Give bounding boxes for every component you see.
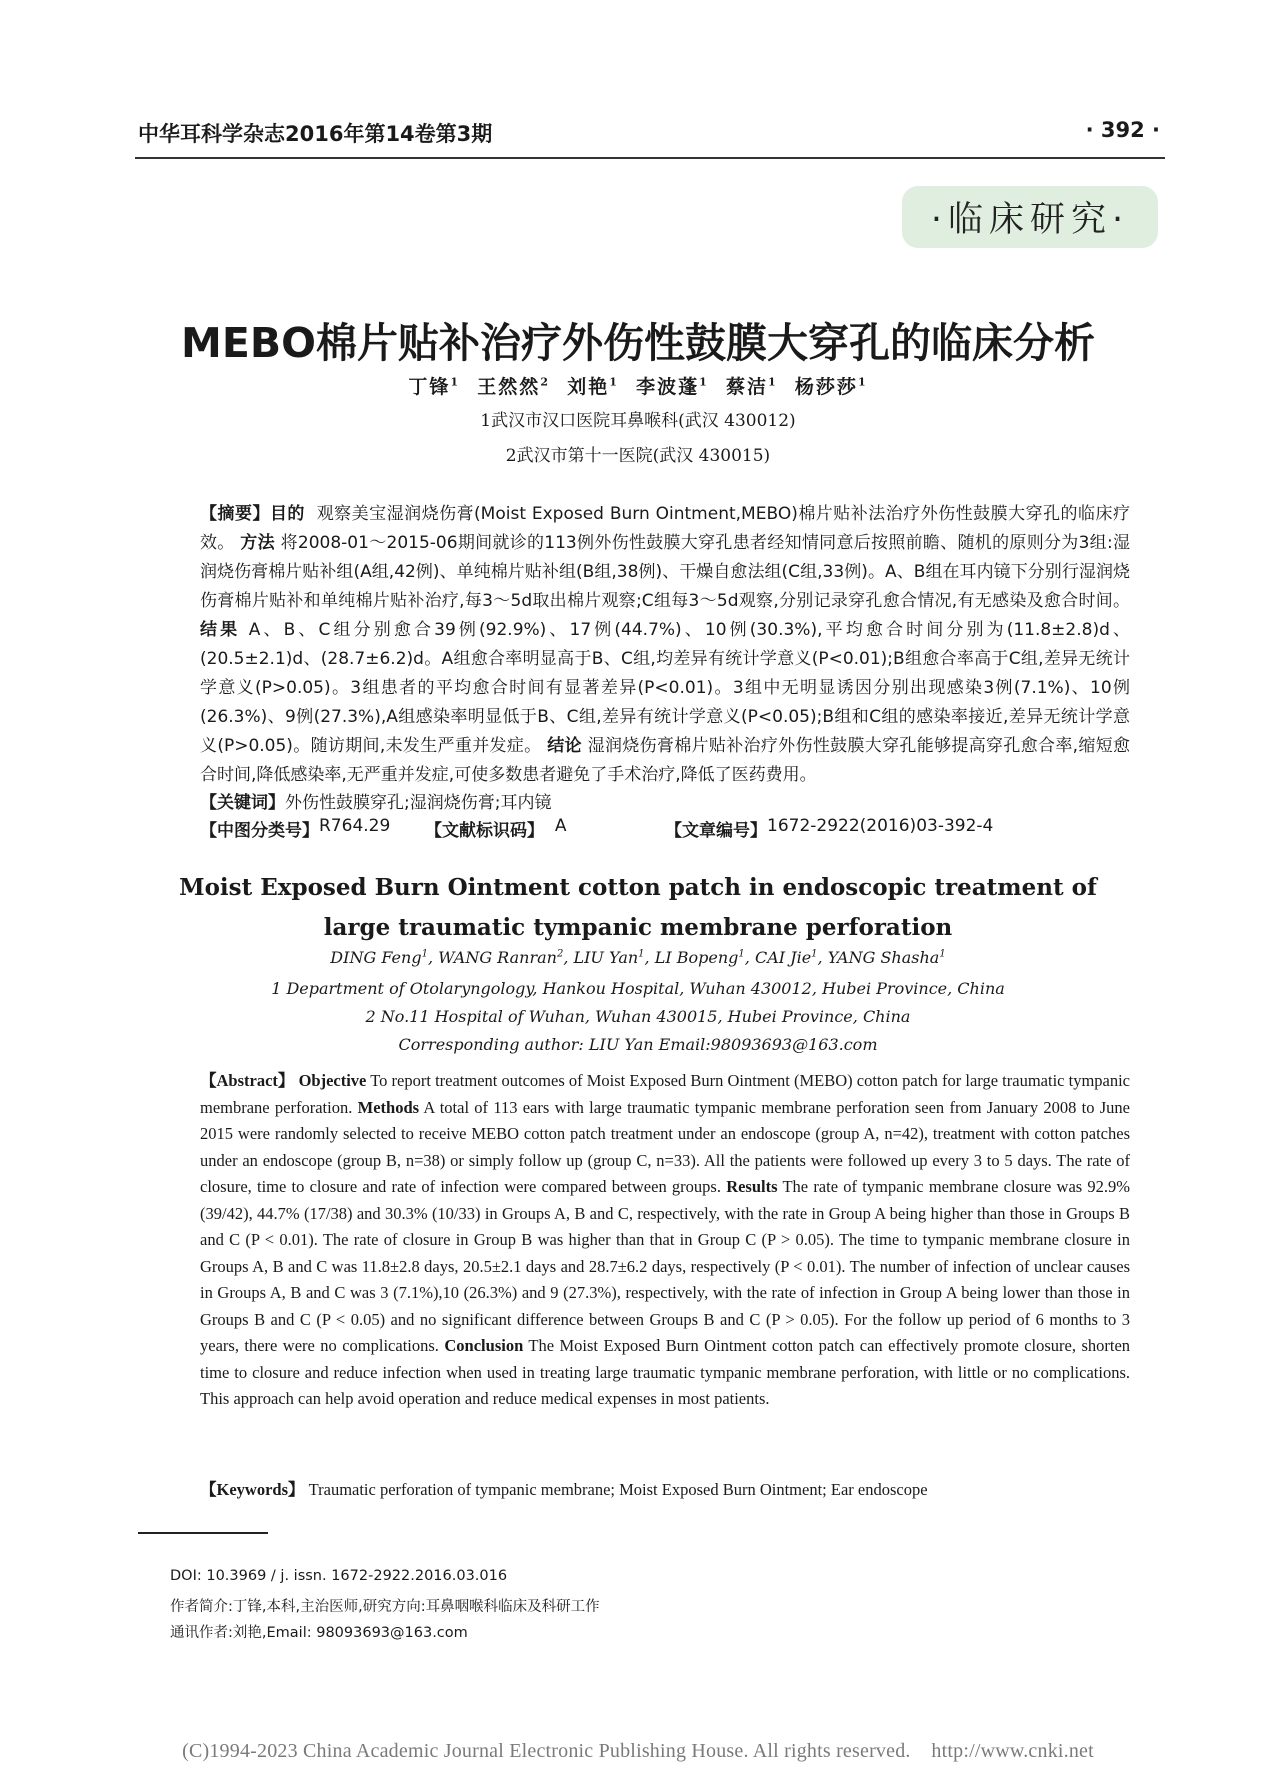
corresponding-footnote: 通讯作者:刘艳,Email: 98093693@163.com [170, 1625, 468, 1641]
author-en: DING Feng$^1$ [330, 948, 428, 967]
author-bio: 作者简介:丁锋,本科,主治医师,研究方向:耳鼻咽喉科临床及科研工作 [170, 1599, 600, 1615]
article-number: 【文章编号】 1672-2922(2016)03-392-4 [665, 816, 994, 841]
author-cn: 王然然$^2$ [477, 375, 550, 398]
footnote-rule [138, 1532, 268, 1534]
keywords-en: 【Keywords】 Traumatic perforation of tympanic membrane; Moist Exposed Burn Ointment; Ear endoscope [200, 1480, 928, 1499]
page-number: · 392 · [1085, 118, 1160, 142]
author-en: LI Bopeng$^1$ [654, 948, 745, 967]
journal-header: 中华耳科学杂志2016年第14卷第3期 [138, 122, 493, 146]
author-cn: 蔡洁$^1$ [726, 375, 778, 398]
title-cn: MEBO棉片贴补治疗外伤性鼓膜大穿孔的临床分析 [181, 319, 1095, 367]
doc-code: 【文献标识码】 A [425, 816, 567, 841]
header-rule [135, 157, 1165, 159]
author-en: CAI Jie$^1$ [754, 948, 818, 967]
author-en: WANG Ranran$^2$ [438, 948, 564, 967]
author-cn: 刘艳$^1$ [567, 375, 619, 398]
copyright-notice: (C)1994-2023 China Academic Journal Electronic Publishing House. All rights reserved. http://www.cnki.net [182, 1740, 1094, 1762]
keywords-cn: 【关键词】外伤性鼓膜穿孔;湿润烧伤膏;耳内镜 [200, 793, 552, 813]
doi: DOI: 10.3969 / j. issn. 1672-2922.2016.03.016 [170, 1568, 508, 1584]
author-cn: 丁锋$^1$ [408, 375, 461, 398]
abstract-en: 【Abstract】 Objective To report treatment outcomes of Moist Exposed Burn Ointment (MEBO) cotton patch for large traumatic tympanic membrane perforation. Methods A total of 113 ears with large traumatic tympanic membrane perforation seen from January 2008 to June 2015 were randomly selected to receive MEBO cotton patch treatment under an endoscope (group A, n=42), treatment with cotton patches under an endoscope (group B, n=38) or simply follow up (group C, n=33). All the patients were followed up every 3 to 5 days. The rate of closure, time to closure and rate of infection were compared between groups. Results The rate of tympanic membrane closure was 92.9% (39/42), 44.7% (17/38) and 30.3% (10/33) in Groups A, B and C, respectively, with the rate in Group A being higher than those in Groups B and C (P < 0.01). The rate of closure in Group B was higher than that in Group C (P > 0.05). The time to tympanic membrane closure in Groups A, B and C was 11.8±2.8 days, 20.5±2.1 days and 28.7±6.2 days, respectively (P < 0.01). The number of infection of unclear causes in Groups A, B and C was 3 (7.1%),10 (26.3%) and 9 (27.3%), respectively, with the rate of infection in Group A being lower than those in Groups B and C (P < 0.05) and no significant difference between Groups B and C (P > 0.05). For the follow up period of 6 months to 3 years, there were no complications. Conclusion The Moist Exposed Burn Ointment cotton patch can effectively promote closure, shorten time to closure and reduce infection when used in treating large traumatic tympanic membrane perforation, with little or no complications. This approach can help avoid operation and reduce medical expenses in most patients. [200, 1071, 1131, 1408]
author-en: LIU Yan$^1$ [573, 948, 645, 967]
title-en: Moist Exposed Burn Ointment cotton patch in endoscopic treatment of large traumatic tympanic membrane perforation [179, 874, 1097, 941]
clc-code: 【中图分类号】 R764.29 [200, 816, 391, 841]
affiliation-en-1: 1 Department of Otolaryngology, Hankou Hospital, Wuhan 430012, Hubei Province, China [271, 979, 1005, 998]
affiliation-en-2: 2 No.11 Hospital of Wuhan, Wuhan 430015, Hubei Province, China [365, 1007, 911, 1026]
author-en: YANG Shasha$^1$ [827, 948, 946, 967]
authors-en: DING Feng$^1$, WANG Ranran$^2$, LIU Yan$^1$, LI Bopeng$^1$, CAI Jie$^1$, YANG Shasha$^1$ [330, 948, 946, 967]
affiliation-cn-2: 2武汉市第十一医院(武汉 430015) [505, 446, 771, 466]
authors-cn [0, 372, 1276, 399]
affiliation-cn-1: 1武汉市汉口医院耳鼻喉科(武汉 430012) [480, 411, 796, 431]
abstract-cn: 【摘要】目的 观察美宝湿润烧伤膏(Moist Exposed Burn Ointment,MEBO)棉片贴补法治疗外伤性鼓膜大穿孔的临床疗效。 方法 将2008-01～2015-06期间就诊的113例外伤性鼓膜大穿孔患者经知情同意后按照前瞻、随机的原则分为3组:湿润烧伤膏棉片贴补组(A组,42例)、单纯棉片贴补组(B组,38例)、干燥自愈法组(C组,33例)。A、B组在耳内镜下分别行湿润烧伤膏棉片贴补和单纯棉片贴补治疗,每3～5d取出棉片观察;C组每3～5d观察,分别记录穿孔愈合情况,有无感染及愈合时间。 结果 A、B、C组分别愈合39例(92.9%)、17例(44.7%)、10例(30.3%),平均愈合时间分别为(11.8±2.8)d、(20.5±2.1)d、(28.7±6.2)d。A组愈合率明显高于B、C组,均差异有统计学意义(P<0.01);B组愈合率高于C组,差异无统计学意义(P>0.05)。3组患者的平均愈合时间有显著差异(P<0.01)。3组中无明显诱因分别出现感染3例(7.1%)、10例(26.3%)、9例(27.3%),A组感染率明显低于B、C组,差异有统计学意义(P<0.05);B组和C组的感染率接近,差异无统计学意义(P>0.05)。随访期间,未发生严重并发症。 结论 湿润烧伤膏棉片贴补治疗外伤性鼓膜大穿孔能够提高穿孔愈合率,缩短愈合时间,降低感染率,无严重并发症,可使多数患者避免了手术治疗,降低了医药费用。 [200, 504, 1131, 785]
author-cn: 李波蓬$^1$ [636, 375, 709, 398]
author-cn: 杨莎莎$^1$ [794, 375, 868, 398]
section-tag: ·临床研究· [902, 186, 1158, 248]
corresponding-author-en: Corresponding author: LIU Yan Email:98093693@163.com [398, 1035, 878, 1054]
